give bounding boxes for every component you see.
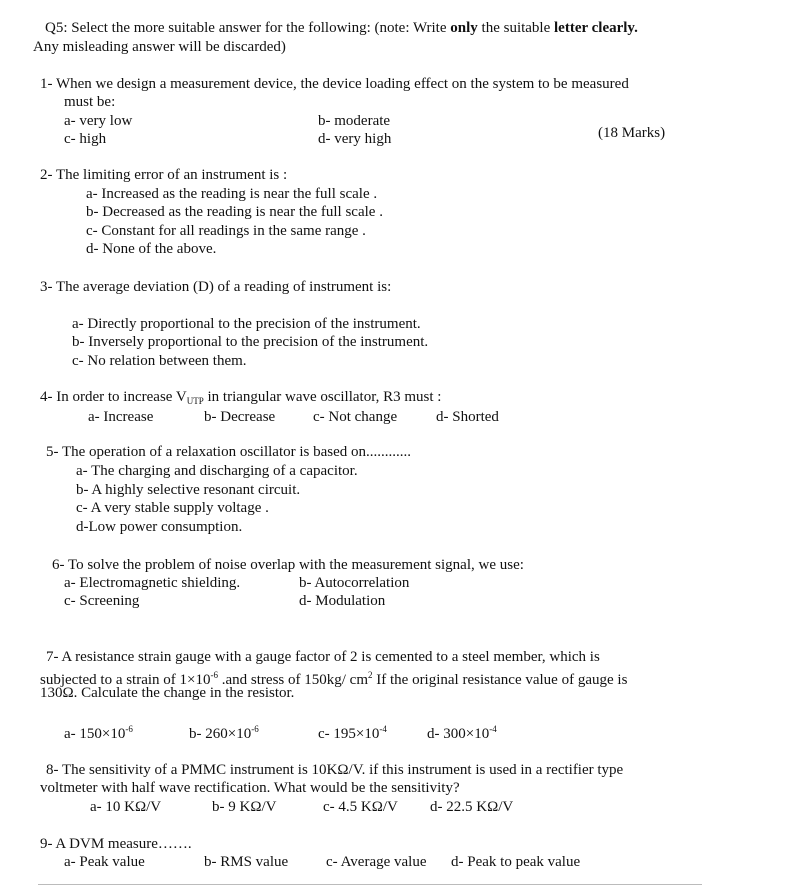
q5-option-a: a- The charging and discharging of a capacitor. — [76, 463, 358, 479]
q3-option-b: b- Inversely proportional to the precision of the instrument. — [72, 334, 429, 350]
q7-text: If the original resistance value of gauge is — [372, 672, 628, 688]
q5-option-d: d-Low power consumption. — [76, 519, 243, 535]
q6-option-a: a- Electromagnetic shielding. — [64, 575, 241, 591]
q7-option-b-text: b- 260×10 — [189, 726, 252, 742]
q2-option-d: d- None of the above. — [86, 241, 217, 257]
q7-option-c-exp: -4 — [379, 724, 387, 734]
q7-option-a-exp: -6 — [125, 724, 133, 734]
q8-stem-cont: voltmeter with half wave rectification. What would be the sensitivity? — [40, 780, 460, 796]
q9-option-c: c- Average value — [326, 854, 427, 870]
q7-option-c-text: c- 195×10 — [318, 726, 380, 742]
q7-stem: 7- A resistance strain gauge with a gauge factor of 2 is cemented to a steel member, which is — [46, 649, 600, 665]
q7-option-d — [427, 720, 497, 743]
q9-option-d: d- Peak to peak value — [451, 854, 581, 870]
q8-option-b: b- 9 KΩ/V — [212, 799, 277, 815]
q8-option-d: d- 22.5 KΩ/V — [430, 799, 514, 815]
q5-option-b: b- A highly selective resonant circuit. — [76, 482, 301, 498]
q3-option-c: c- No relation between them. — [72, 353, 247, 369]
intro-text: Q5: Select the more suitable answer for the following: (note: Write — [45, 20, 451, 36]
marks-label: (18 Marks) — [598, 125, 666, 141]
q5-stem: 5- The operation of a relaxation oscillator is based on............ — [46, 444, 412, 460]
q3-option-a: a- Directly proportional to the precision of the instrument. — [72, 316, 421, 332]
q9-stem: 9- A DVM measure……. — [40, 836, 192, 852]
q2-option-b: b- Decreased as the reading is near the full scale . — [86, 204, 383, 220]
q7-option-a-text: a- 150×10 — [64, 726, 126, 742]
q7-option-a — [64, 720, 133, 743]
intro-bold-only: only — [450, 20, 478, 36]
q7-text: subjected to a strain of 1×10 — [40, 672, 211, 688]
q9-option-b: b- RMS value — [204, 854, 289, 870]
q1-option-a: a- very low — [64, 113, 133, 129]
q6-option-d: d- Modulation — [299, 593, 386, 609]
q4-subscript: UTP — [186, 396, 204, 406]
q2-stem: 2- The limiting error of an instrument is : — [40, 167, 288, 183]
bottom-divider — [38, 884, 702, 885]
q4-option-a: a- Increase — [88, 409, 154, 425]
q6-option-b: b- Autocorrelation — [299, 575, 410, 591]
intro-line-2: Any misleading answer will be discarded) — [33, 39, 286, 55]
q7-option-d-exp: -4 — [489, 724, 497, 734]
intro-line-1 — [45, 19, 638, 37]
q7-option-b-exp: -6 — [251, 724, 259, 734]
q1-stem: 1- When we design a measurement device, the device loading effect on the system to be measured — [40, 76, 629, 92]
q7-option-d-text: d- 300×10 — [427, 726, 490, 742]
q6-stem: 6- To solve the problem of noise overlap with the measurement signal, we use: — [52, 557, 524, 573]
q5-option-c: c- A very stable supply voltage . — [76, 500, 269, 516]
q7-superscript: -6 — [210, 670, 219, 680]
q7-text: .and stress of 150kg/ cm — [218, 672, 368, 688]
q7-option-b — [189, 720, 259, 743]
q1-option-d: d- very high — [318, 131, 392, 147]
q7-stem-cont2: 130Ω. Calculate the change in the resistor. — [40, 685, 295, 701]
q1-option-b: b- moderate — [318, 113, 391, 129]
q4-stem — [40, 388, 441, 410]
q2-option-c: c- Constant for all readings in the same range . — [86, 223, 366, 239]
q1-option-c: c- high — [64, 131, 107, 147]
q1-stem-cont: must be: — [64, 94, 116, 110]
q8-stem: 8- The sensitivity of a PMMC instrument is 10KΩ/V. if this instrument is used in a rectifier type — [46, 762, 624, 778]
q7-option-c — [318, 720, 387, 743]
q4-option-b: b- Decrease — [204, 409, 276, 425]
q8-option-a: a- 10 KΩ/V — [90, 799, 162, 815]
q4-option-c: c- Not change — [313, 409, 398, 425]
q2-option-a: a- Increased as the reading is near the full scale . — [86, 186, 378, 202]
q6-option-c: c- Screening — [64, 593, 140, 609]
q8-option-c: c- 4.5 KΩ/V — [323, 799, 398, 815]
q3-stem: 3- The average deviation (D) of a reading of instrument is: — [40, 279, 392, 295]
intro-bold-letter: letter clearly. — [554, 20, 638, 36]
q4-stem-text: in triangular wave oscillator, R3 must : — [203, 389, 442, 405]
q7-superscript: 2 — [368, 670, 373, 680]
q4-option-d: d- Shorted — [436, 409, 499, 425]
q4-stem-text: 4- In order to increase V — [40, 389, 187, 405]
intro-text: the suitable — [477, 20, 555, 36]
q9-option-a: a- Peak value — [64, 854, 145, 870]
